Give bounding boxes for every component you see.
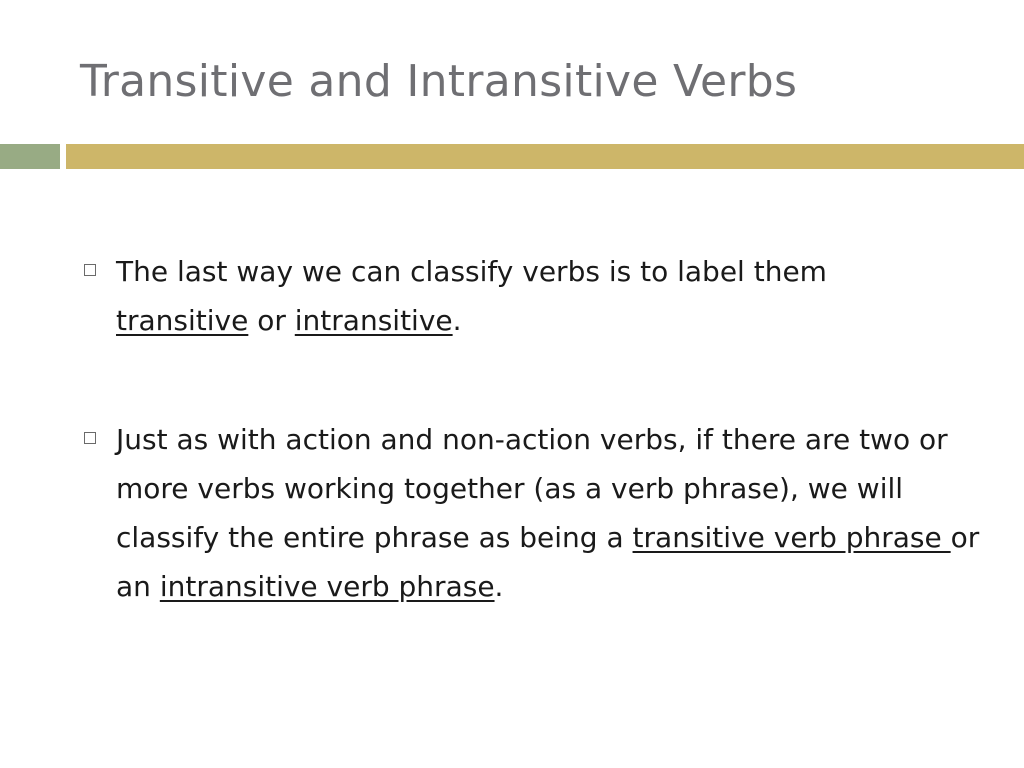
- underlined-term: transitive verb phrase: [632, 521, 951, 554]
- bullet-item: [116, 415, 986, 611]
- title-rule-accent: [0, 144, 60, 169]
- bullet-text: or: [248, 304, 295, 337]
- underlined-term: intransitive verb phrase: [159, 570, 495, 603]
- slide-title: Transitive and Intransitive Verbs: [80, 56, 798, 107]
- underlined-term: intransitive: [294, 304, 453, 337]
- bullet-text: .: [494, 570, 504, 603]
- underlined-term: transitive: [116, 304, 249, 337]
- hollow-square-bullet-icon: [84, 432, 96, 444]
- bullet-text: The last way we can classify verbs is to label them: [116, 255, 827, 288]
- bullet-item: [116, 247, 986, 345]
- hollow-square-bullet-icon: [84, 264, 96, 276]
- bullet-text: Just as with action and non-action verbs, if there are two or more verbs working together (as a verb phrase), we will classify the entire phrase as being a: [116, 423, 948, 554]
- bullet-text: .: [452, 304, 462, 337]
- bullet-text: or an: [116, 521, 980, 603]
- title-rule: [66, 144, 1024, 169]
